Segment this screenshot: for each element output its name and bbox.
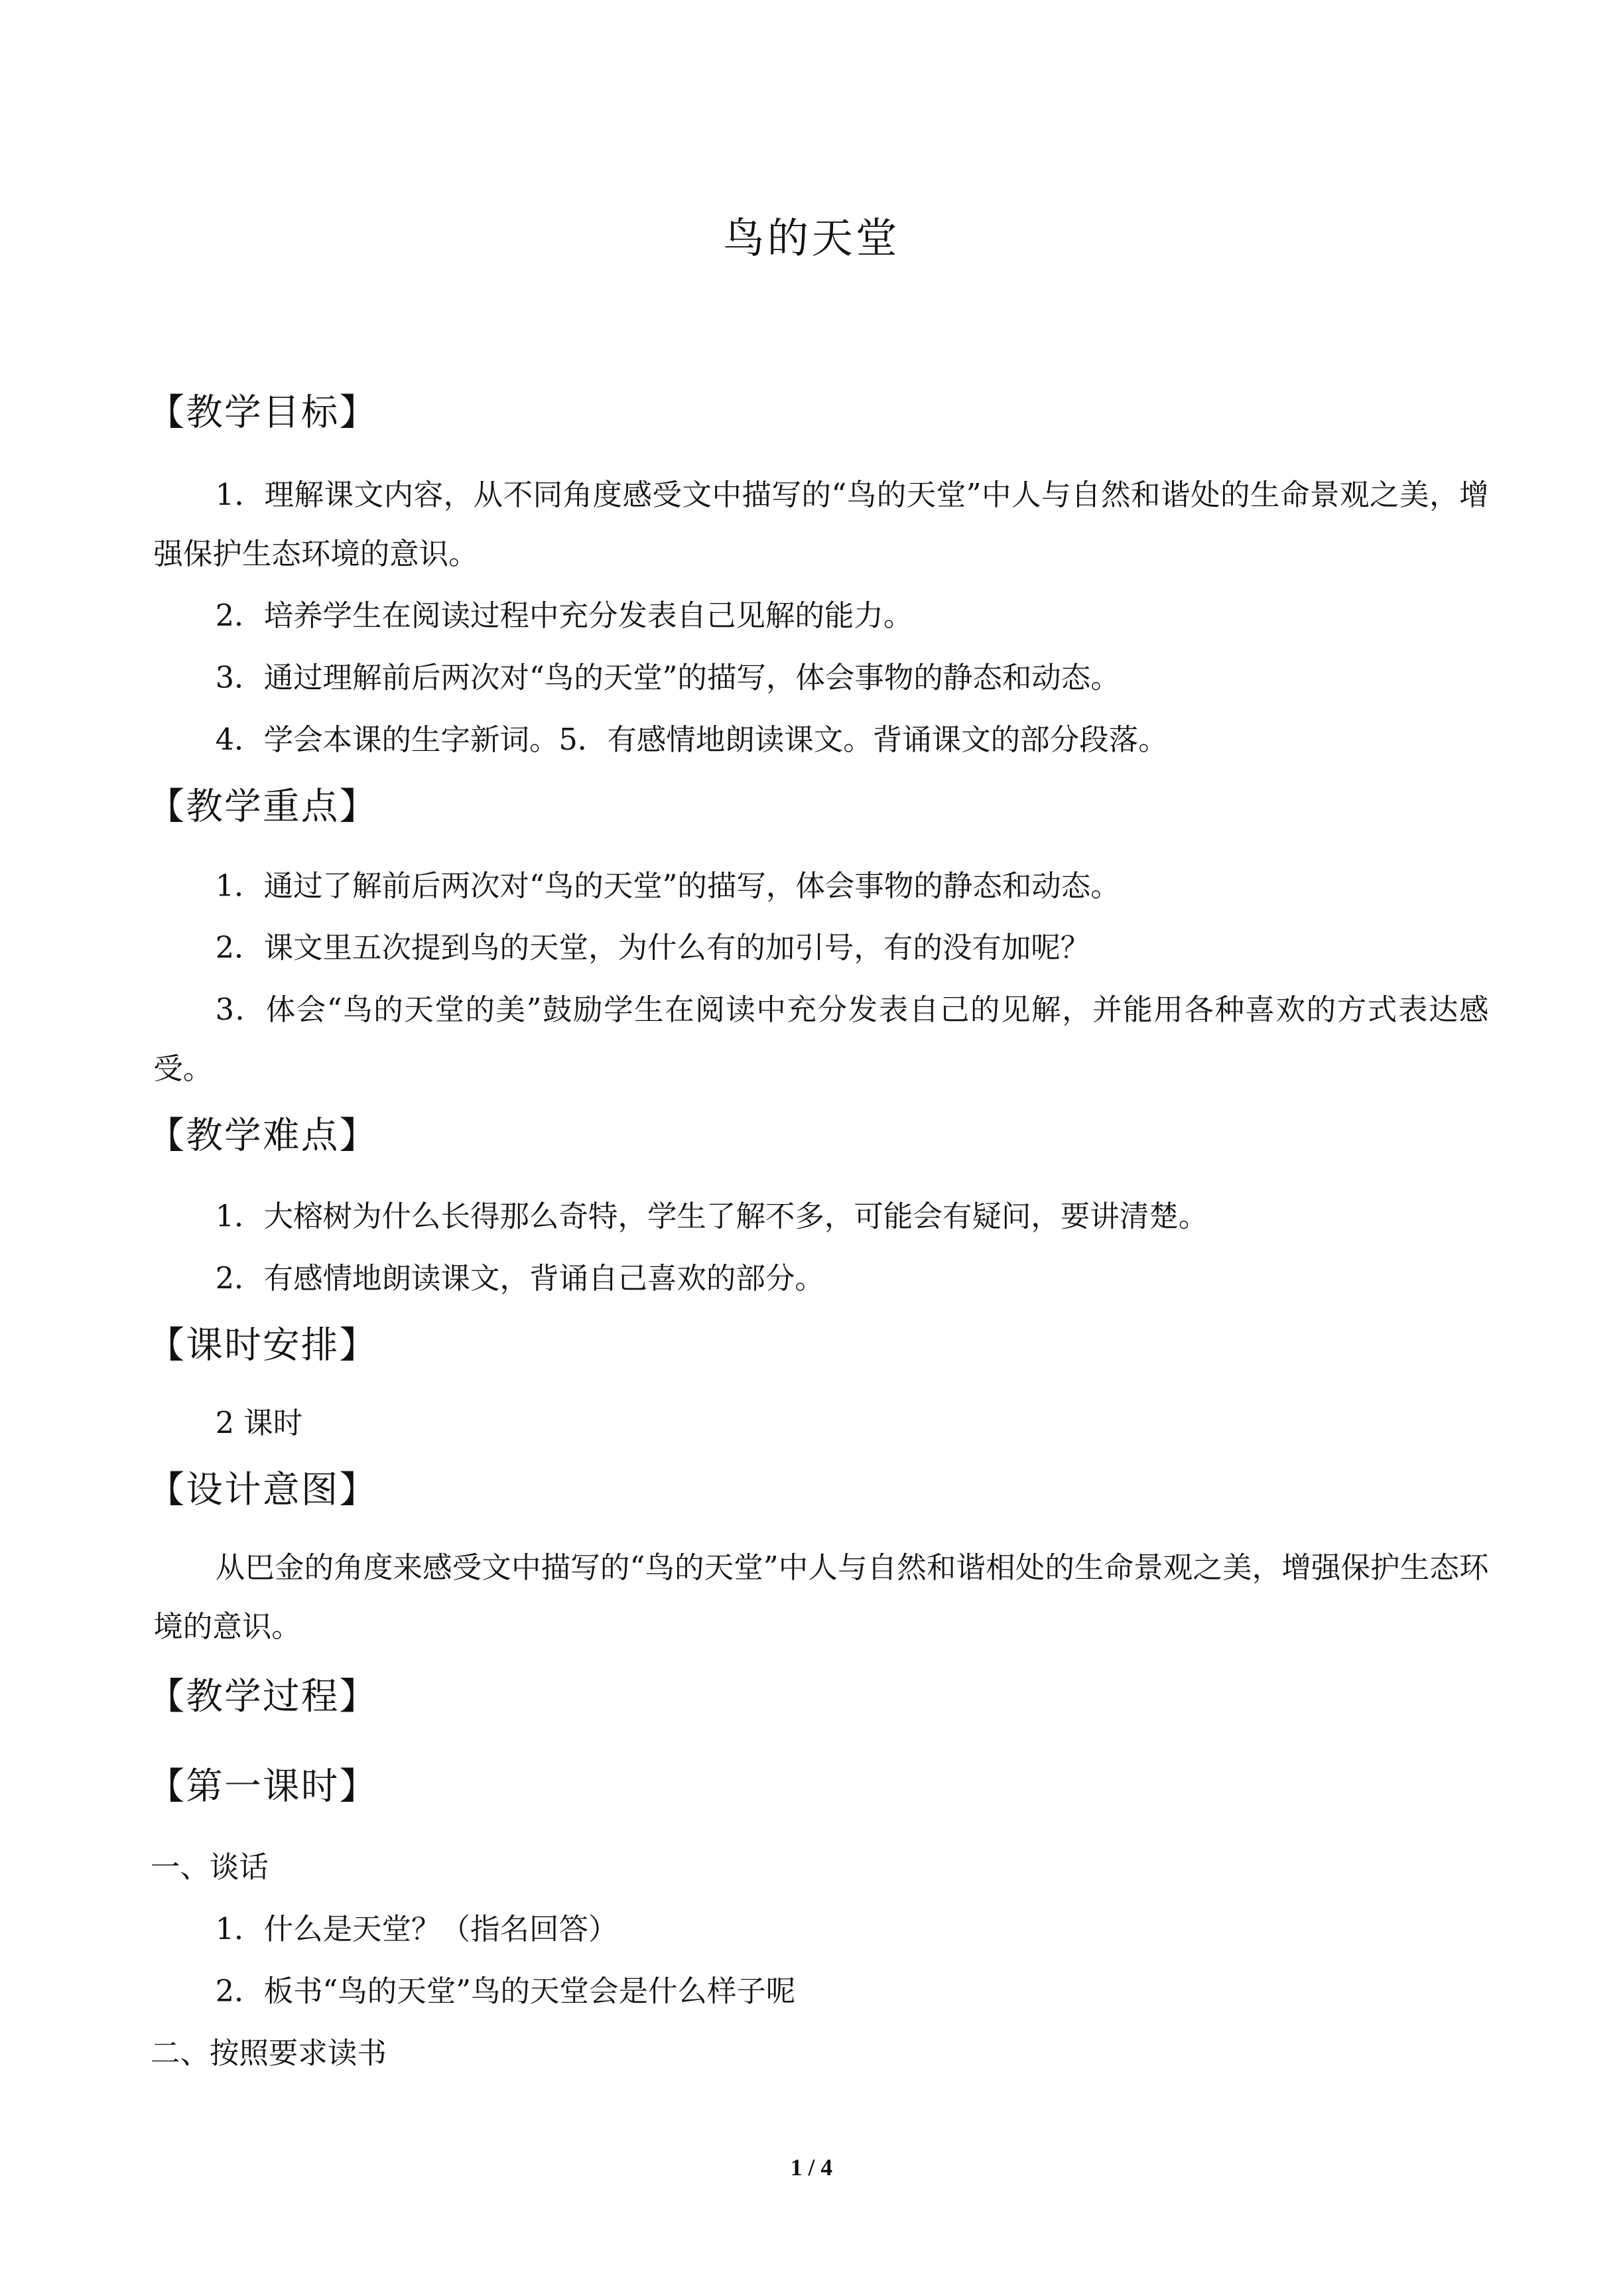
goal-item-3: 3．通过理解前后两次对“鸟的天堂”的描写，体会事物的静态和动态。 (215, 659, 1120, 695)
section-heading-process: 【教学过程】 (147, 1674, 378, 1718)
section-heading-key-points: 【教学重点】 (147, 785, 378, 828)
key-point-item-3: 3．体会“鸟的天堂的美”鼓励学生在阅读中充分发表自己的见解，并能用各种喜欢的方式表达感受。 (153, 991, 1489, 1087)
section-heading-goals: 【教学目标】 (147, 391, 378, 435)
page-number: 1 / 4 (790, 2155, 833, 2181)
section-heading-schedule: 【课时安排】 (147, 1323, 378, 1367)
document-title: 鸟的天堂 (722, 214, 900, 263)
part-title-talk: 一、谈话 (150, 1849, 269, 1885)
part-title-reading: 二、按照要求读书 (150, 2035, 387, 2070)
difficulty-item-1: 1．大榕树为什么长得那么奇特，学生了解不多，可能会有疑问，要讲清楚。 (215, 1198, 1208, 1234)
key-point-item-1: 1．通过了解前后两次对“鸟的天堂”的描写，体会事物的静态和动态。 (215, 868, 1120, 904)
section-heading-first-lesson: 【第一课时】 (147, 1765, 378, 1808)
goal-item-4: 4．学会本课的生字新词。5．有感情地朗读课文。背诵课文的部分段落。 (215, 721, 1168, 758)
schedule-text: 2 课时 (215, 1404, 303, 1441)
section-heading-design-intent: 【设计意图】 (147, 1468, 378, 1511)
talk-item-1: 1．什么是天堂？（指名回答） (215, 1911, 618, 1947)
key-point-item-2: 2．课文里五次提到鸟的天堂，为什么有的加引号，有的没有加呢？ (215, 929, 1090, 965)
design-intent-text: 从巴金的角度来感受文中描写的“鸟的天堂”中人与自然和谐相处的生命景观之美，增强保护生态环境的意识。 (153, 1549, 1489, 1645)
goal-item-2: 2．培养学生在阅读过程中充分发表自己见解的能力。 (215, 597, 913, 634)
talk-item-2: 2．板书“鸟的天堂”鸟的天堂会是什么样子呢 (215, 1973, 796, 2009)
difficulty-item-2: 2．有感情地朗读课文，背诵自己喜欢的部分。 (215, 1260, 824, 1296)
goal-item-1: 1．理解课文内容，从不同角度感受文中描写的“鸟的天堂”中人与自然和谐处的生命景观之美，增强保护生态环境的意识。 (153, 476, 1489, 571)
section-heading-difficulties: 【教学难点】 (147, 1114, 378, 1158)
